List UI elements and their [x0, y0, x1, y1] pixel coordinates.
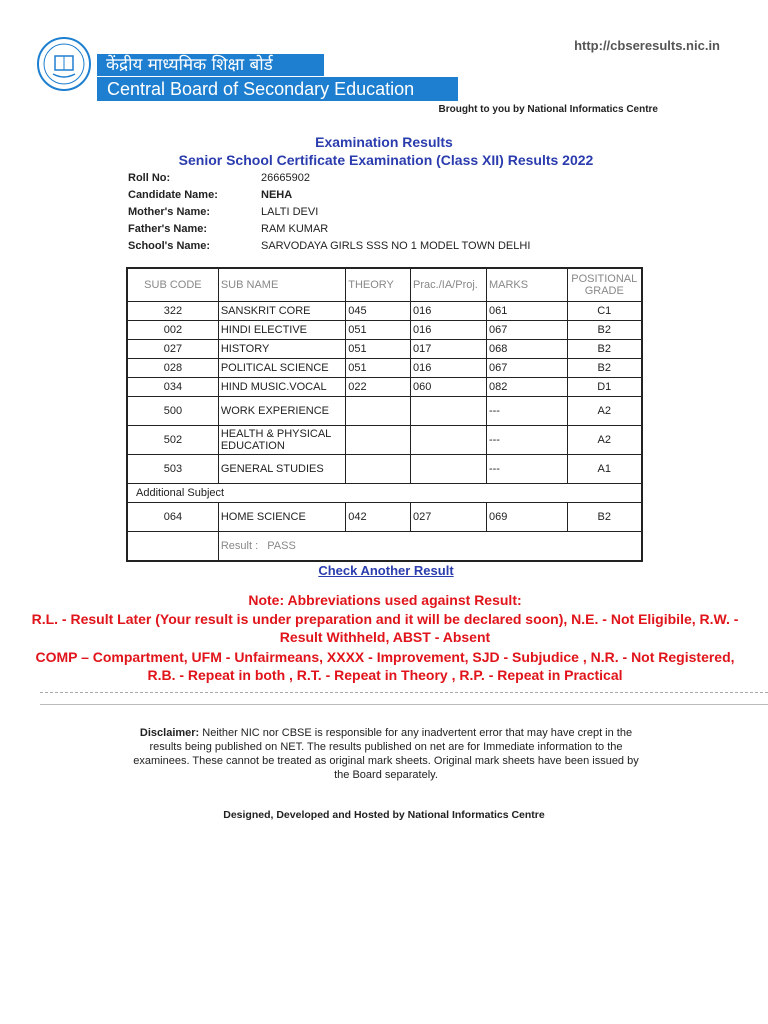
theory: 045: [346, 302, 411, 321]
mother-name-value: LALTI DEVI: [261, 206, 319, 218]
father-name-value: RAM KUMAR: [261, 223, 329, 235]
theory: 042: [346, 503, 411, 532]
father-name-label: Father's Name:: [128, 223, 208, 235]
exam-title: Senior School Certificate Examination (Class XII) Results 2022: [178, 152, 594, 168]
practical: [411, 455, 487, 484]
practical: 016: [411, 359, 487, 378]
theory: 051: [346, 359, 411, 378]
grade: A2: [567, 426, 642, 455]
sub-name: HISTORY: [218, 340, 345, 359]
marks: 061: [486, 302, 567, 321]
candidate-name-value: NEHA: [261, 189, 293, 201]
table-row: [127, 378, 642, 397]
table-row: [127, 503, 642, 532]
school-name-value: SARVODAYA GIRLS SSS NO 1 MODEL TOWN DELHI: [261, 240, 531, 252]
table-row: [127, 340, 642, 359]
result-status: Result : PASS: [218, 532, 642, 562]
result-empty-cell: [127, 532, 218, 562]
site-url: http://cbseresults.nic.in: [574, 38, 720, 53]
additional-subject-row: [127, 484, 642, 503]
header-marks: MARKS: [486, 268, 567, 302]
marks: 068: [486, 340, 567, 359]
divider: [40, 704, 768, 705]
sub-name: POLITICAL SCIENCE: [218, 359, 345, 378]
sub-code: 322: [127, 302, 218, 321]
table-row: [127, 397, 642, 426]
cbse-emblem-icon: [36, 36, 92, 92]
sub-code: 034: [127, 378, 218, 397]
practical: [411, 397, 487, 426]
mother-name-label: Mother's Name:: [128, 206, 211, 218]
sub-code: 500: [127, 397, 218, 426]
marks: ---: [486, 397, 567, 426]
candidate-name-label: Candidate Name:: [128, 189, 218, 201]
header-sub-name: SUB NAME: [218, 268, 345, 302]
practical: 016: [411, 302, 487, 321]
marks: ---: [486, 455, 567, 484]
practical: [411, 426, 487, 455]
grade: A1: [567, 455, 642, 484]
grade: D1: [567, 378, 642, 397]
marks: 082: [486, 378, 567, 397]
theory: [346, 455, 411, 484]
sub-name: HIND MUSIC.VOCAL: [218, 378, 345, 397]
practical: 017: [411, 340, 487, 359]
grade: C1: [567, 302, 642, 321]
school-name-label: School's Name:: [128, 240, 211, 252]
table-row: [127, 302, 642, 321]
marks: 067: [486, 359, 567, 378]
sub-name: WORK EXPERIENCE: [218, 397, 345, 426]
sub-name: SANSKRIT CORE: [218, 302, 345, 321]
note-abbreviations-2: COMP – Compartment, UFM - Unfairmeans, XXXX - Improvement, SJD - Subjudice , N.R. - Not Registered, R.B. - Repeat in both , R.T. - Repeat in Theory , R.P. - Repeat in Practical: [35, 649, 735, 683]
practical: 060: [411, 378, 487, 397]
sub-code: 502: [127, 426, 218, 455]
sub-name: HEALTH & PHYSICAL EDUCATION: [218, 426, 345, 455]
theory: 051: [346, 321, 411, 340]
grade: B2: [567, 503, 642, 532]
note-heading: Note: Abbreviations used against Result:: [248, 592, 522, 608]
disclaimer: [128, 726, 644, 782]
practical: 027: [411, 503, 487, 532]
sub-code: 064: [127, 503, 218, 532]
result-row: [127, 532, 642, 562]
sub-name: HINDI ELECTIVE: [218, 321, 345, 340]
board-name-english: Central Board of Secondary Education: [97, 77, 458, 101]
grade: A2: [567, 397, 642, 426]
theory: [346, 397, 411, 426]
footer-credit: Designed, Developed and Hosted by National Informatics Centre: [223, 809, 545, 821]
table-row: [127, 455, 642, 484]
practical: 016: [411, 321, 487, 340]
results-title: Examination Results: [315, 134, 453, 150]
sub-code: 027: [127, 340, 218, 359]
header-sub-code: SUB CODE: [127, 268, 218, 302]
marks: 069: [486, 503, 567, 532]
table-row: [127, 321, 642, 340]
sub-code: 503: [127, 455, 218, 484]
header-positional-grade: POSITIONAL GRADE: [567, 268, 642, 302]
table-row: [127, 426, 642, 455]
check-another-result-link[interactable]: Check Another Result: [318, 563, 454, 578]
header-theory: THEORY: [346, 268, 411, 302]
disclaimer-label: Disclaimer:: [139, 727, 200, 739]
marks-table: [126, 267, 643, 562]
theory: 051: [346, 340, 411, 359]
sub-code: 028: [127, 359, 218, 378]
sub-code: 002: [127, 321, 218, 340]
note-abbreviations-1: R.L. - Result Later (Your result is under preparation and it will be declared soon), N.E. - Not Eligibile, R.W. - Result Withheld, ABST - Absent: [31, 611, 739, 645]
theory: 022: [346, 378, 411, 397]
divider: [40, 692, 768, 693]
roll-no-value: 26665902: [261, 172, 310, 184]
table-row: [127, 359, 642, 378]
board-name-hindi: केंद्रीय माध्यमिक शिक्षा बोर्ड: [97, 54, 324, 76]
grade: B2: [567, 340, 642, 359]
sub-name: GENERAL STUDIES: [218, 455, 345, 484]
grade: B2: [567, 359, 642, 378]
sub-name: HOME SCIENCE: [218, 503, 345, 532]
theory: [346, 426, 411, 455]
disclaimer-text: Neither NIC nor CBSE is responsible for any inadvertent error that may have crept in the results being published on NET. The results published on net are for Immediate information to the examinees. These cannot be treated as original mark sheets. Original mark sheets have been issued by the Board separately.: [133, 727, 639, 781]
header-practical: Prac./IA/Proj.: [411, 268, 487, 302]
additional-subject-label: Additional Subject: [127, 484, 642, 503]
brought-by-text: Brought to you by National Informatics Centre: [438, 104, 658, 115]
table-header-row: [127, 268, 642, 302]
grade: B2: [567, 321, 642, 340]
roll-no-label: Roll No:: [128, 172, 171, 184]
marks: ---: [486, 426, 567, 455]
marks: 067: [486, 321, 567, 340]
